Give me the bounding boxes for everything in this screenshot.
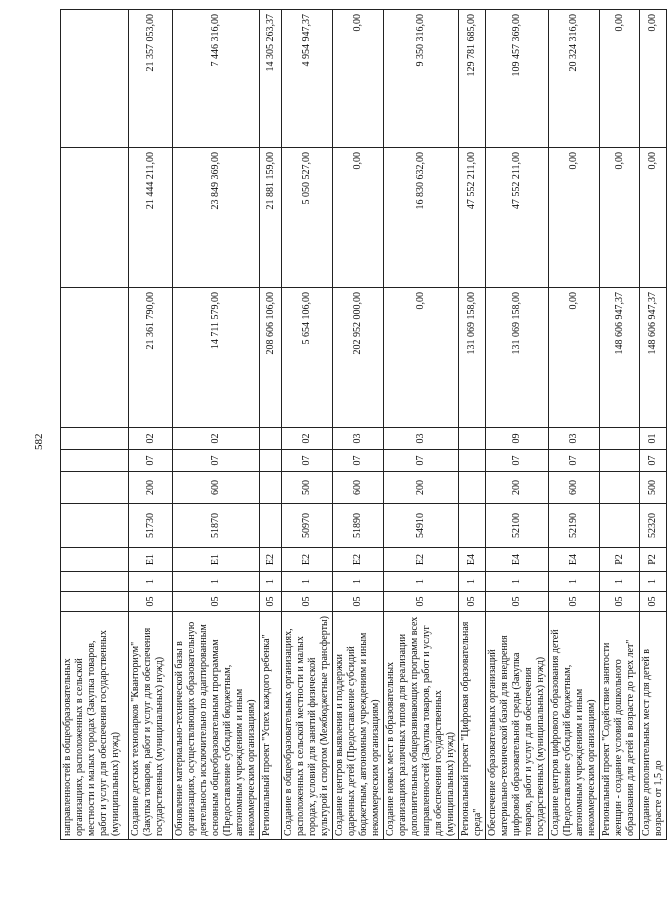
code-cell: P2	[640, 548, 667, 572]
amount-cell: 0,00	[640, 148, 667, 288]
amount-cell: 0,00	[333, 10, 384, 148]
amount-cell: 21 361 790,00	[129, 288, 173, 428]
amount-cell	[61, 10, 129, 148]
amount-cell: 0,00	[384, 288, 459, 428]
row-name-cell: Создание в общеобразовательных организациях, расположенных в сельской местности и малых городах, условий для занятий физической культурой и спортом (Межбюджетные трансферты)	[282, 612, 333, 840]
table-row	[173, 10, 260, 840]
code-cell: 52100	[486, 504, 549, 548]
code-cell	[459, 472, 486, 504]
amount-cell: 131 069 158,00	[459, 288, 486, 428]
amount-cell: 14 711 579,00	[173, 288, 260, 428]
code-cell: 1	[384, 572, 459, 592]
amount-cell: 208 606 106,00	[260, 288, 282, 428]
code-cell: E4	[459, 548, 486, 572]
code-cell: 03	[384, 428, 459, 450]
amount-cell: 202 952 000,00	[333, 288, 384, 428]
code-cell: 1	[549, 572, 600, 592]
code-cell	[459, 450, 486, 472]
code-cell: P2	[600, 548, 640, 572]
amount-cell	[61, 148, 129, 288]
page-number: 582	[33, 433, 45, 450]
code-cell: 1	[129, 572, 173, 592]
code-cell	[61, 504, 129, 548]
code-cell: 51890	[333, 504, 384, 548]
code-cell: 05	[459, 592, 486, 612]
amount-cell	[61, 288, 129, 428]
code-cell: 05	[260, 592, 282, 612]
code-cell	[61, 450, 129, 472]
row-name-cell: Региональный проект "Содействие занятости женщин - создание условий дошкольного образования для детей в возрасте до трех лет"	[600, 612, 640, 840]
row-name-cell: Региональный проект "Цифровая образовательная среда"	[459, 612, 486, 840]
amount-cell: 14 305 263,37	[260, 10, 282, 148]
amount-cell: 5 654 106,00	[282, 288, 333, 428]
code-cell: 600	[173, 472, 260, 504]
code-cell	[260, 428, 282, 450]
row-name-cell: Создание центров цифрового образования детей (Предоставление субсидий бюджетным, автономным учреждениям и иным некоммерческим организациям)	[549, 612, 600, 840]
code-cell: 02	[173, 428, 260, 450]
amount-cell: 4 954 947,37	[282, 10, 333, 148]
table-row	[640, 10, 667, 840]
code-cell: 07	[486, 450, 549, 472]
code-cell	[260, 450, 282, 472]
amount-cell: 7 446 316,00	[173, 10, 260, 148]
code-cell: 500	[282, 472, 333, 504]
amount-cell: 0,00	[549, 288, 600, 428]
code-cell	[61, 428, 129, 450]
code-cell: 03	[549, 428, 600, 450]
code-cell: 05	[129, 592, 173, 612]
code-cell: 05	[384, 592, 459, 612]
table-row	[61, 10, 129, 840]
code-cell: 05	[640, 592, 667, 612]
amount-cell: 47 552 211,00	[486, 148, 549, 288]
code-cell: 07	[129, 450, 173, 472]
code-cell: 02	[282, 428, 333, 450]
code-cell: 600	[549, 472, 600, 504]
table-row	[282, 10, 333, 840]
code-cell: 05	[333, 592, 384, 612]
code-cell	[260, 472, 282, 504]
code-cell	[600, 428, 640, 450]
code-cell: 52190	[549, 504, 600, 548]
amount-cell: 109 457 369,00	[486, 10, 549, 148]
amount-cell: 148 606 947,37	[640, 288, 667, 428]
code-cell: 600	[333, 472, 384, 504]
code-cell	[61, 572, 129, 592]
code-cell: 200	[129, 472, 173, 504]
table-row	[549, 10, 600, 840]
code-cell: 51730	[129, 504, 173, 548]
row-name-cell: Создание детских технопарков "Кванториум" (Закупка товаров, работ и услуг для обеспечения государственных (муниципальных) нужд)	[129, 612, 173, 840]
code-cell: 07	[333, 450, 384, 472]
code-cell: E2	[333, 548, 384, 572]
code-cell: 52320	[640, 504, 667, 548]
table-row	[459, 10, 486, 840]
amount-cell: 16 830 632,00	[384, 148, 459, 288]
code-cell: 1	[282, 572, 333, 592]
code-cell: E2	[282, 548, 333, 572]
budget-table	[60, 9, 667, 840]
code-cell: E2	[260, 548, 282, 572]
row-name-cell: Создание центров выявления и поддержки одаренных детей (Предоставление субсидий бюджетным, автономным учреждениям и иным некоммерческим организациям)	[333, 612, 384, 840]
code-cell: 200	[486, 472, 549, 504]
code-cell: 05	[549, 592, 600, 612]
code-cell: 07	[384, 450, 459, 472]
code-cell: 1	[260, 572, 282, 592]
code-cell: 05	[173, 592, 260, 612]
code-cell: 500	[640, 472, 667, 504]
table-row	[384, 10, 459, 840]
code-cell: E1	[173, 548, 260, 572]
row-name-cell: Создание новых мест в образовательных организациях различных типов для реализации дополнительных общеразвивающих программ всех направленностей (Закупка товаров, работ и услуг для обеспечения государственных (муниципальных) нужд)	[384, 612, 459, 840]
code-cell	[459, 504, 486, 548]
code-cell: 1	[459, 572, 486, 592]
budget-table-container	[60, 10, 664, 840]
amount-cell: 21 357 053,00	[129, 10, 173, 148]
table-row	[260, 10, 282, 840]
code-cell: 01	[640, 428, 667, 450]
row-name-cell: направленностей в общеобразовательных организациях, расположенных в сельской местности и малых городах (Закупка товаров, работ и услуг для обеспечения государственных (муниципальных) нужд)	[61, 612, 129, 840]
amount-cell: 20 324 316,00	[549, 10, 600, 148]
amount-cell: 0,00	[333, 148, 384, 288]
code-cell: 02	[129, 428, 173, 450]
table-row	[486, 10, 549, 840]
amount-cell: 131 069 158,00	[486, 288, 549, 428]
code-cell: E2	[384, 548, 459, 572]
amount-cell: 148 606 947,37	[600, 288, 640, 428]
code-cell	[600, 504, 640, 548]
row-name-cell: Региональный проект "Успех каждого ребенка"	[260, 612, 282, 840]
amount-cell: 23 849 369,00	[173, 148, 260, 288]
code-cell	[260, 504, 282, 548]
code-cell	[600, 472, 640, 504]
code-cell: 05	[486, 592, 549, 612]
table-row	[129, 10, 173, 840]
row-name-cell: Обновление материально-технической базы в организациях, осуществляющих образовательную деятельность исключительно по адаптированным основным общеобразовательным программам (Предоставление субсидий бюджетным, автономным учреждениям и иным некоммерческим организациям)	[173, 612, 260, 840]
code-cell: 03	[333, 428, 384, 450]
amount-cell: 9 350 316,00	[384, 10, 459, 148]
table-row	[333, 10, 384, 840]
amount-cell: 129 781 685,00	[459, 10, 486, 148]
code-cell: 1	[173, 572, 260, 592]
code-cell: 1	[333, 572, 384, 592]
table-row	[600, 10, 640, 840]
code-cell: 51870	[173, 504, 260, 548]
code-cell: 1	[486, 572, 549, 592]
amount-cell: 0,00	[549, 148, 600, 288]
code-cell: 54910	[384, 504, 459, 548]
code-cell	[61, 548, 129, 572]
amount-cell: 5 050 527,00	[282, 148, 333, 288]
amount-cell: 21 881 159,00	[260, 148, 282, 288]
amount-cell: 0,00	[600, 10, 640, 148]
code-cell	[600, 450, 640, 472]
code-cell: E4	[486, 548, 549, 572]
code-cell: 50970	[282, 504, 333, 548]
code-cell: 05	[600, 592, 640, 612]
row-name-cell: Создание дополнительных мест для детей в возрасте от 1,5 до	[640, 612, 667, 840]
row-name-cell: Обеспечение образовательных организаций материально-технической базой для внедрения цифровой образовательной среды (Закупка товаров, работ и услуг для обеспечения государственных (муниципальных) нужд)	[486, 612, 549, 840]
amount-cell: 0,00	[640, 10, 667, 148]
code-cell: 05	[282, 592, 333, 612]
code-cell: 07	[282, 450, 333, 472]
code-cell	[61, 472, 129, 504]
amount-cell: 0,00	[600, 148, 640, 288]
code-cell: E1	[129, 548, 173, 572]
code-cell	[459, 428, 486, 450]
code-cell: 1	[640, 572, 667, 592]
amount-cell: 47 552 211,00	[459, 148, 486, 288]
code-cell: 07	[549, 450, 600, 472]
code-cell: 07	[640, 450, 667, 472]
amount-cell: 21 444 211,00	[129, 148, 173, 288]
code-cell: E4	[549, 548, 600, 572]
code-cell: 07	[173, 450, 260, 472]
code-cell: 09	[486, 428, 549, 450]
code-cell: 200	[384, 472, 459, 504]
code-cell	[61, 592, 129, 612]
code-cell: 1	[600, 572, 640, 592]
